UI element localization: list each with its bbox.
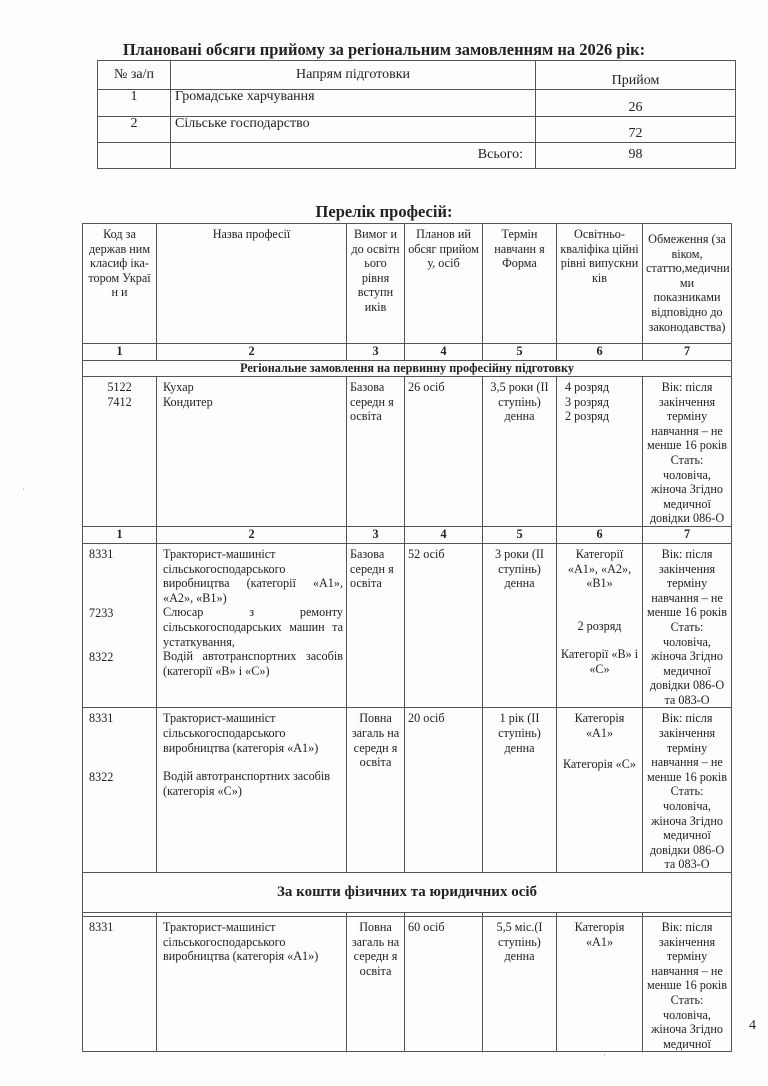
plan-row [98,90,736,117]
header-code: Код за держав ним класиф іка- тором Украї н и [83,224,157,344]
section-regional: Регіональне замовлення на первинну професійну підготовку [83,361,732,377]
plan-header-num: № за/п [98,61,171,90]
plan-row [98,117,736,143]
limits: Вік: після закінчення терміну навчання – не менше 16 років Стать: чоловіча, жіноча Згідно медичної довідки 086-О та 083-О [643,543,732,708]
plan-row-count: 26 [536,90,736,117]
professions-table [82,223,732,1052]
plan-table [97,60,736,169]
colnum-row [83,344,732,361]
colnum: 5 [483,526,557,543]
profession-name: Тракторист-машиніст сільськогосподарського виробництва (категорія «А1») [157,917,347,1052]
header-plan: Планов ий обсяг прийом у, осіб [405,224,483,344]
section-private: За кошти фізичних та юридичних осіб [83,873,732,913]
requirements: Повна загаль на середн я освіта [347,708,405,873]
profession-name: Тракторист-машиніст сільськогосподарського виробництва (категорії «А1», «А2», «В1») [163,546,343,605]
code: 8331 [89,546,114,561]
profession-name: Водій автотранспортних засобів (категорії «В» і «С») [163,649,343,678]
colnum: 7 [643,344,732,361]
profession-name: Тракторист-машиніст сільськогосподарського виробництва (категорія «А1») [163,711,319,755]
profession-name: Слюсар з ремонту сільськогосподарських машин та устаткування, [163,605,343,649]
code: 8322 [89,770,114,785]
plan-header-admission: Прийом [536,61,736,90]
plan-row-num: 1 [98,90,171,117]
page-number: 4 [749,1018,756,1033]
term: 3 роки (ІІ ступінь) денна [483,543,557,708]
term: 5,5 міс.(І ступінь) денна [483,917,557,1052]
colnum: 4 [405,526,483,543]
scan-speck: · [603,1050,606,1060]
level: Категорії «В» і «С» [560,647,639,676]
colnum: 3 [347,344,405,361]
profession-name: Кухар [163,380,194,394]
level: Категорія «С» [562,756,637,771]
code: 7233 [89,605,114,620]
requirements: Базова середн я освіта [347,543,405,708]
code: 8331 [89,711,114,726]
plan-volume: 20 осіб [405,708,483,873]
limits: Вік: після закінчення терміну навчання – не менше 16 років Стать: чоловіча, жіноча Згідно медичної [643,917,732,1052]
table-row [83,708,732,873]
requirements: Повна загаль на середн я освіта [347,917,405,1052]
level: 3 розряд [565,394,610,409]
colnum: 2 [157,344,347,361]
code: 8331 [83,917,157,1052]
header-name: Назва професії [157,224,347,344]
header-term: Термін навчанн я Форма [483,224,557,344]
plan-row-name: Громадське харчування [171,90,536,117]
colnum: 7 [643,526,732,543]
table-row [83,917,732,1052]
limits: Вік: після закінчення терміну навчання – не менше 16 років Стать: чоловіча, жіноча Згідно медичної довідки 086-О та 083-О [643,708,732,873]
colnum: 1 [83,526,157,543]
plan-title: Плановані обсяги прийому за регіональним замовленням на 2026 рік: [122,40,646,59]
colnum: 4 [405,344,483,361]
level: Категорія «А1» [574,711,625,741]
table-row [83,377,732,527]
professions-title: Перелік професій: [315,202,453,221]
plan-row-count: 72 [536,117,736,143]
header-row [83,224,732,344]
plan-row-num: 2 [98,117,171,143]
profession-name: Водій автотранспортних засобів (категорія «С») [163,769,331,798]
colnum: 5 [483,344,557,361]
colnum: 2 [157,526,347,543]
colnum: 6 [557,526,643,543]
plan-row-name: Сільське господарство [171,117,536,143]
plan-total-label: Всього: [171,143,536,169]
level: 2 розряд [577,618,622,633]
table-row [83,543,732,708]
term: 3,5 роки (ІІ ступінь) денна [483,377,557,527]
header-level: Освітньо- кваліфіка ційні рівні випускни ків [557,224,643,344]
requirements: Базова середн я освіта [347,377,405,527]
profession-name: Кондитер [163,394,213,409]
code: 7412 [107,394,132,409]
plan-volume: 52 осіб [405,543,483,708]
level: 2 розряд [565,409,610,424]
colnum: 1 [83,344,157,361]
plan-volume: 26 осіб [405,377,483,527]
colnum: 6 [557,344,643,361]
header-requirements: Вимог и до освітн ього рівня вступн иків [347,224,405,344]
limits: Вік: після закінчення терміну навчання – не менше 16 років Стать: чоловіча, жіноча Згідно медичної довідки 086-О [643,377,732,527]
level: Категорії «А1», «А2», «В1» [567,546,632,591]
code: 8322 [89,650,114,665]
plan-volume: 60 осіб [405,917,483,1052]
plan-header-direction: Напрям підготовки [171,61,536,90]
plan-total-row [98,143,736,169]
level: Категорія «А1» [557,917,643,1052]
colnum: 3 [347,526,405,543]
code: 5122 [107,380,132,394]
scan-speck: · [22,484,25,494]
colnum-row [83,526,732,543]
level: 4 розряд [565,380,610,394]
plan-total-value: 98 [536,143,736,169]
term: 1 рік (ІІ ступінь) денна [483,708,557,873]
header-limits: Обмеження (за віком, статтю,медични ми показниками відповідно до законодавства) [643,224,732,344]
